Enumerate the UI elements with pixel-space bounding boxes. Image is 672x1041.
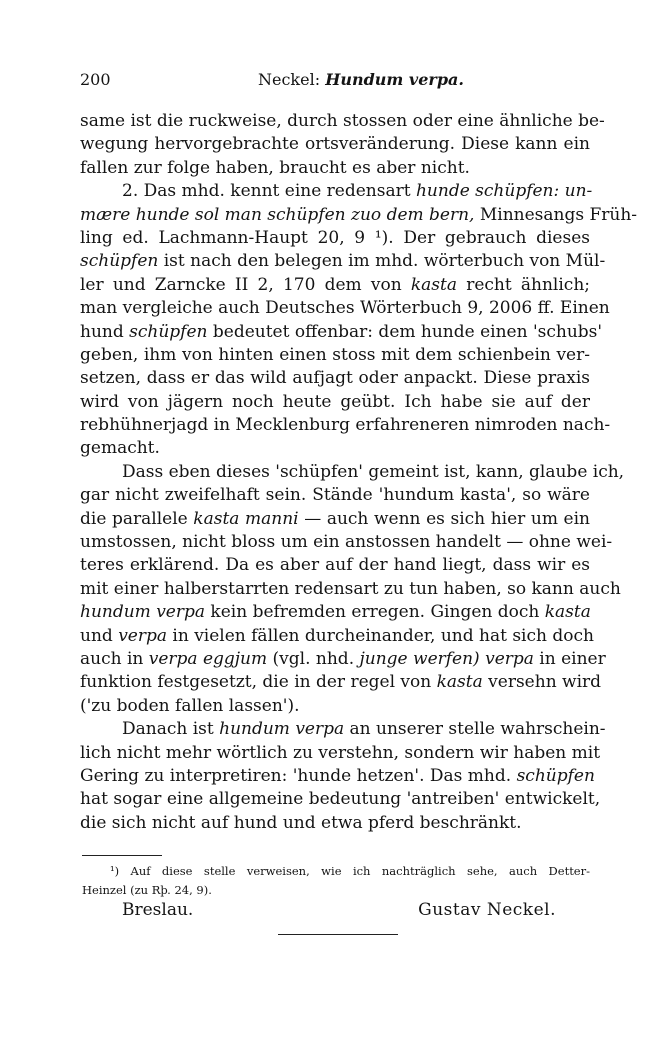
text-line — [80, 742, 601, 765]
text-segment: bedeutet offenbar: dem hunde einen 'schubs' — [207, 321, 603, 342]
text-line — [80, 321, 603, 344]
text-line — [80, 765, 595, 788]
text-segment: Minnesangs Früh- — [474, 204, 638, 225]
running-head-author: Neckel: — [258, 70, 321, 89]
text-line — [80, 110, 605, 133]
italic-text: kasta — [410, 274, 457, 295]
italic-text: hunde schüpfen: un- — [415, 181, 593, 202]
text-segment: geben, ihm von hinten einen stoss mit dem schienbein ver- — [80, 344, 590, 365]
italic-text: kasta manni — [193, 508, 299, 529]
text-line — [80, 227, 590, 250]
text-segment: ler und Zarncke II 2, 170 dem von — [80, 274, 411, 295]
text-segment: hat sogar eine allgemeine bedeutung 'antreiben' entwickelt, — [80, 789, 601, 810]
footnote-line: ¹) Auf diese stelle verweisen, wie ich nachträglich sehe, auch Detter- — [110, 864, 590, 878]
text-line — [80, 718, 606, 741]
italic-text: verpa — [485, 648, 534, 669]
italic-text: mære hunde sol man schüpfen zuo dem bern, — [80, 204, 475, 225]
text-segment: — auch wenn es sich hier um ein — [298, 508, 591, 529]
text-segment: ('zu boden fallen lassen'). — [80, 695, 300, 716]
italic-text: schüpfen — [129, 321, 208, 342]
text-segment: teres erklärend. Da es aber auf der hand liegt, dass wir es — [80, 555, 590, 576]
text-segment: man vergleiche auch Deutsches Wörterbuch 9, 2006 ff. Einen — [80, 298, 610, 319]
running-head — [258, 70, 464, 89]
text-segment: (vgl. nhd. — [267, 648, 360, 669]
text-segment: auch in — [80, 648, 149, 669]
text-segment: Gering zu interpretiren: 'hunde hetzen'. Das mhd. — [80, 765, 517, 786]
text-line — [80, 297, 610, 320]
text-segment: an unserer stelle wahrschein- — [344, 719, 606, 740]
text-segment: setzen, dass er das wild aufjagt oder anpackt. Diese praxis — [80, 368, 590, 389]
text-line — [80, 812, 590, 835]
text-segment: rebhühnerjagd in Mecklenburg erfahreneren nimroden nach- — [80, 415, 611, 436]
text-segment: lich nicht mehr wörtlich zu verstehn, sondern wir haben mit — [80, 742, 601, 763]
text-line — [80, 531, 613, 554]
text-segment: gemacht. — [80, 438, 160, 459]
text-line — [80, 437, 590, 460]
text-segment: 2. Das mhd. kennt eine redensart — [122, 181, 416, 202]
signature-place: Breslau. — [122, 900, 194, 920]
text-line — [80, 414, 611, 437]
text-segment: ist nach den belegen im mhd. wörterbuch von Mül- — [158, 251, 606, 272]
text-line — [80, 601, 590, 624]
text-segment: Danach ist — [122, 719, 220, 740]
text-segment: wird von jägern noch heute geübt. Ich habe sie auf der — [80, 391, 590, 412]
end-rule — [278, 934, 398, 935]
text-line — [80, 274, 590, 297]
text-line — [80, 133, 590, 156]
text-segment: ling ed. Lachmann-Haupt 20, 9 ¹). Der gebrauch dieses — [80, 227, 590, 248]
text-line — [80, 578, 621, 601]
text-segment: wegung hervorgebrachte ortsveränderung. Diese kann ein — [80, 134, 590, 155]
text-line — [80, 157, 590, 180]
page-number: 200 — [80, 70, 111, 89]
text-line — [80, 788, 601, 811]
text-line — [80, 508, 590, 531]
text-segment: versehn wird — [482, 672, 602, 693]
text-line — [80, 648, 606, 671]
text-segment: die parallele — [80, 508, 194, 529]
text-line — [80, 554, 590, 577]
text-segment: mit einer halberstarrten redensart zu tun haben, so kann auch — [80, 578, 621, 599]
text-line — [80, 367, 590, 390]
text-segment: in vielen fällen durcheinander, und hat sich doch — [167, 625, 594, 646]
text-line — [80, 695, 590, 718]
text-line — [80, 204, 638, 227]
italic-text: verpa eggjum — [148, 648, 268, 669]
text-line — [80, 484, 590, 507]
italic-text: kasta — [544, 602, 591, 623]
italic-text: hundum verpa — [80, 602, 206, 623]
running-head-title: Hundum verpa. — [325, 70, 464, 89]
footnote-line: Heinzel (zu Rþ. 24, 9). — [82, 883, 212, 897]
text-segment: kein befremden erregen. Gingen doch — [205, 602, 545, 623]
text-segment: funktion festgesetzt, die in der regel von — [80, 672, 437, 693]
footnote-rule — [82, 855, 162, 856]
text-line — [80, 344, 590, 367]
text-segment: fallen zur folge haben, braucht es aber nicht. — [80, 157, 470, 178]
text-line — [80, 625, 594, 648]
running-header — [80, 70, 590, 94]
text-segment: recht ähnlich; — [457, 274, 590, 295]
body-text — [80, 110, 638, 835]
text-segment: gar nicht zweifelhaft sein. Stände 'hundum kasta', so wäre — [80, 485, 590, 506]
italic-text: schüpfen — [516, 765, 595, 786]
text-segment: die sich nicht auf hund und etwa pferd beschränkt. — [80, 812, 522, 833]
italic-text: schüpfen — [80, 251, 159, 272]
text-segment: hund — [80, 321, 130, 342]
text-segment: same ist die ruckweise, durch stossen oder eine ähnliche be- — [80, 111, 605, 131]
signature — [122, 900, 556, 926]
text-segment: Dass eben dieses 'schüpfen' gemeint ist, kann, glaube ich, — [122, 461, 625, 482]
text-line — [80, 391, 590, 414]
italic-text: verpa — [118, 625, 167, 646]
text-segment: in einer — [533, 648, 606, 669]
footnotes — [82, 862, 590, 900]
text-line — [80, 180, 593, 203]
signature-author: Gustav Neckel. — [418, 900, 556, 920]
italic-text: hundum verpa — [219, 719, 345, 740]
text-line — [80, 461, 625, 484]
text-line — [80, 671, 602, 694]
italic-text: kasta — [436, 672, 483, 693]
italic-text: junge werfen) — [359, 648, 480, 669]
text-segment: und — [80, 625, 119, 646]
text-segment: umstossen, nicht bloss um ein anstossen handelt — ohne wei- — [80, 532, 613, 553]
text-line — [80, 250, 606, 273]
